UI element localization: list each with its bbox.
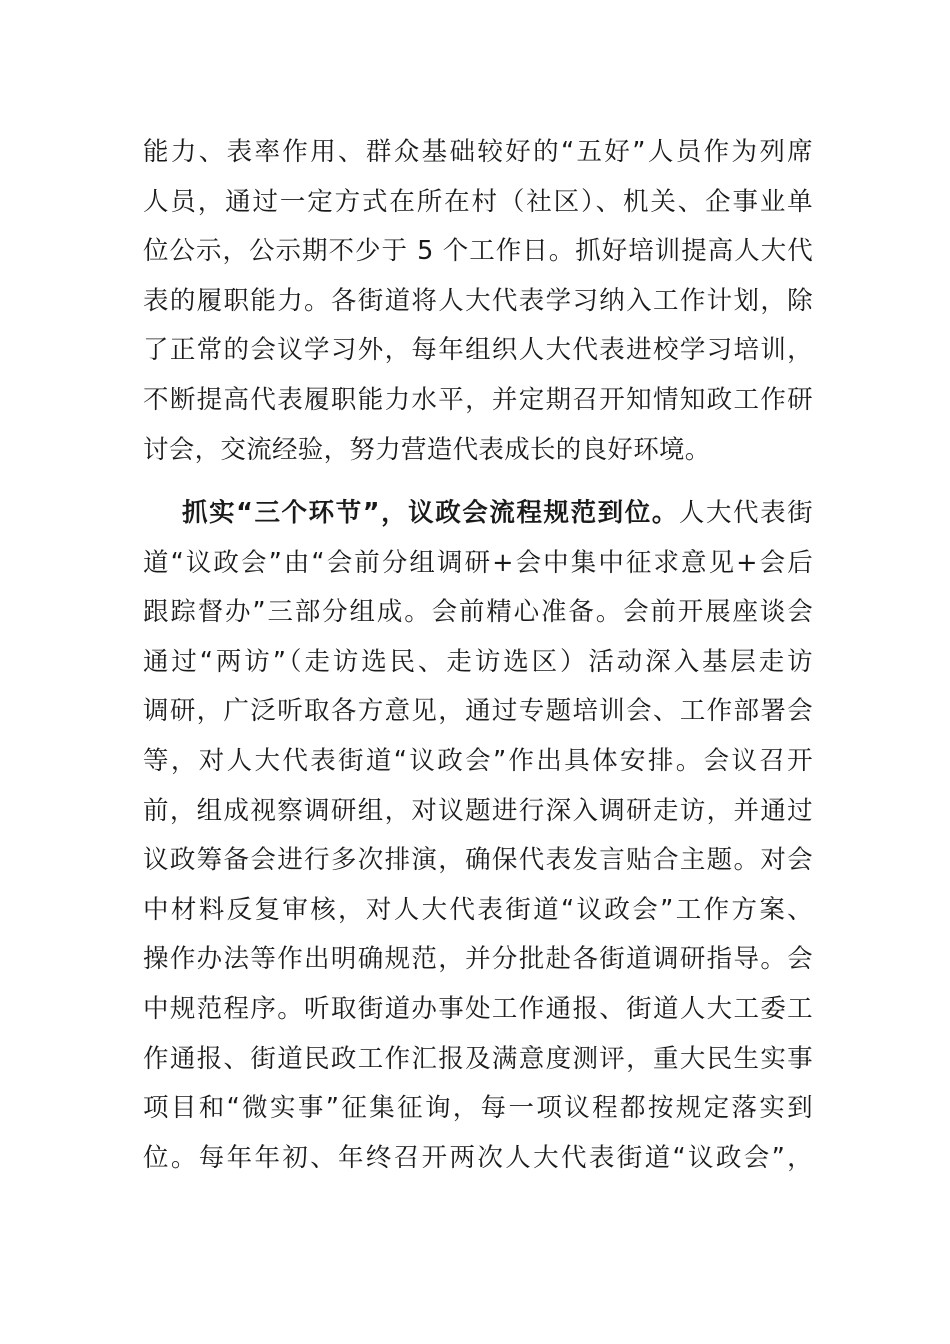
text-line: 操作办法等作出明确规范，并分批赴各街道调研指导。会: [143, 944, 813, 975]
text-line: 了正常的会议学习外，每年组织人大代表进校学习培训，: [143, 335, 813, 366]
text-line: 讨会，交流经验，努力营造代表成长的良好环境。: [143, 434, 711, 465]
text-line: 作通报、街道民政工作汇报及满意度测评，重大民生实事: [143, 1043, 813, 1074]
text-line: 道“议政会”由“会前分组调研+会中集中征求意见+会后: [143, 547, 813, 578]
text-line: 等，对人大代表街道“议政会”作出具体安排。会议召开: [143, 746, 813, 776]
text-run: 人大代表街: [678, 498, 813, 528]
text-line: 议政筹备会进行多次排演，确保代表发言贴合主题。对会: [143, 845, 813, 876]
text-line: 项目和“微实事”征集征询，每一项议程都按规定落实到: [143, 1093, 813, 1124]
text-line: 通过“两访”（走访选民、走访选区）活动深入基层走访: [143, 646, 813, 677]
text-line: 人员，通过一定方式在所在村（社区）、机关、企事业单: [143, 186, 813, 217]
text-line: 前，组成视察调研组，对议题进行深入调研走访，并通过: [143, 795, 813, 826]
text-line: 位公示，公示期不少于 5 个工作日。抓好培训提高人大代: [143, 236, 813, 267]
text-line: 位。每年年初、年终召开两次人大代表街道“议政会”，: [143, 1142, 813, 1173]
text-line: 中材料反复审核，对人大代表街道“议政会”工作方案、: [143, 894, 813, 925]
paragraph-first-line: [143, 488, 813, 538]
text-line: 表的履职能力。各街道将人大代表学习纳入工作计划，除: [143, 285, 813, 316]
paragraph-heading: 抓实“三个环节”，议政会流程规范到位。: [182, 498, 679, 528]
text-line: 中规范程序。听取街道办事处工作通报、街道人大工委工: [143, 994, 813, 1024]
text-line: 跟踪督办”三部分组成。会前精心准备。会前开展座谈会: [143, 597, 813, 628]
text-line: 调研，广泛听取各方意见，通过专题培训会、工作部署会: [143, 696, 813, 727]
text-line: 不断提高代表履职能力水平，并定期召开知情知政工作研: [143, 385, 813, 415]
text-line: 能力、表率作用、群众基础较好的“五好”人员作为列席: [143, 137, 813, 167]
